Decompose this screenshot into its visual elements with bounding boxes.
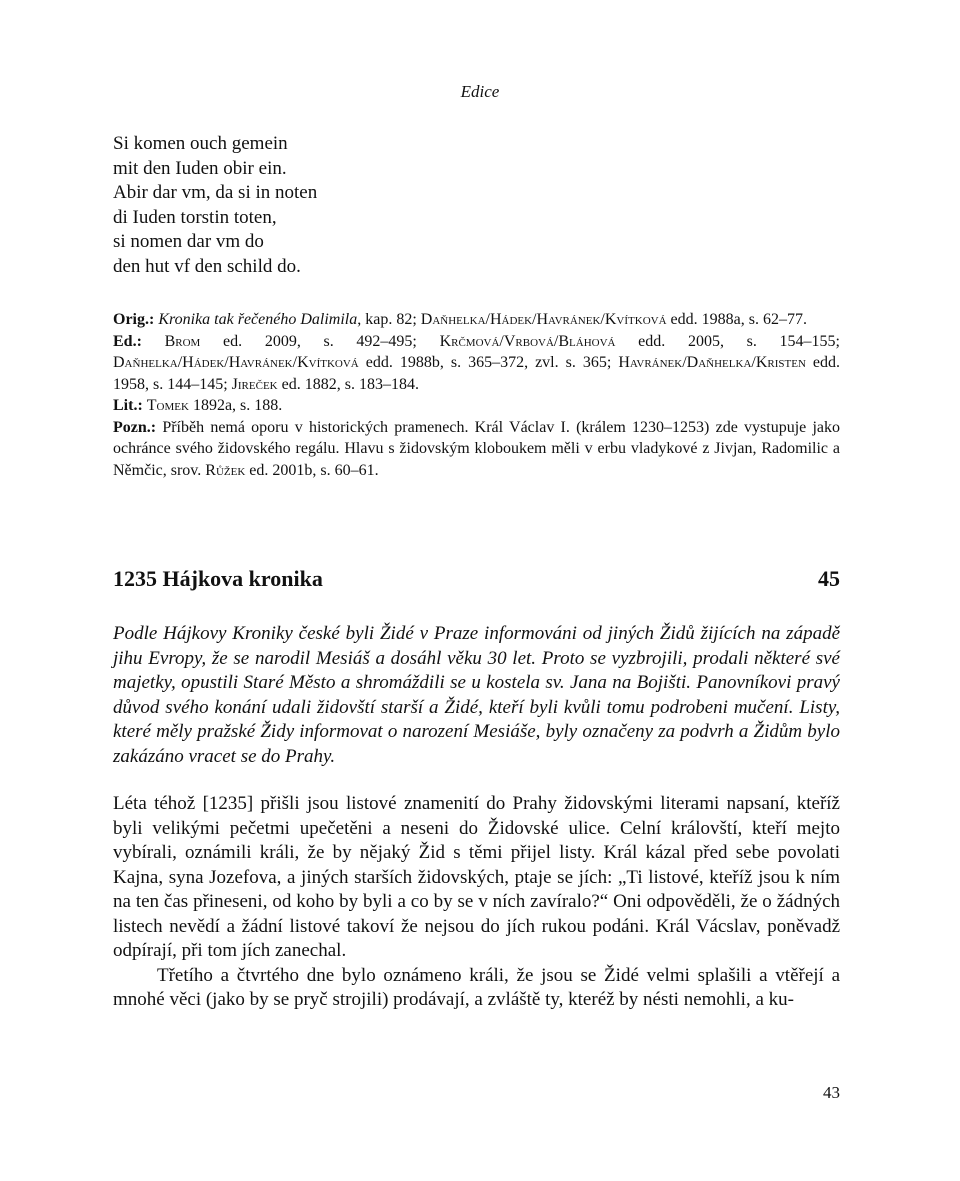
apparatus-pozn: Pozn.: Příběh nemá oporu v historických pramenech. Král Václav I. (králem 1230–1253) zde vystupuje jako ochránce svého židovského regálu. Hlavu s židovským kloboukem měli v erbu vladykové z Jivjan, Radomilic a Němčic, srov. Růžek ed. 2001b, s. 60–61. <box>113 418 840 479</box>
apparatus-lit: Lit.: Tomek 1892a, s. 188. <box>113 397 283 414</box>
section-summary <box>113 622 840 769</box>
poem-line: Si komen ouch gemein <box>113 133 288 154</box>
poem-block <box>113 132 713 280</box>
running-head: Edice <box>460 82 500 101</box>
apparatus-label: Ed.: <box>113 332 142 350</box>
poem-line: si nomen dar vm do <box>113 231 264 253</box>
section-number: 45 <box>818 566 840 591</box>
main-text <box>113 792 840 1013</box>
apparatus-label: Orig.: <box>113 311 155 328</box>
page-number: 43 <box>823 1083 840 1102</box>
section-title: 1235 Hájkova kronika <box>113 566 323 591</box>
apparatus-label: Pozn.: <box>113 418 157 436</box>
summary-paragraph: Podle Hájkovy Kroniky české byli Židé v Praze informováni od jiných Židů žijících na západě jihu Evropy, že se narodil Mesiáš a dosáhl věku 30 let. Proto se vyzbrojili, prodali některé své majetky, opustili Staré Město a shromáždili se u kostela sv. Jana na Bojišti. Panovníkovi pravý důvod svého konání udali židovští starší a Židé, kteří byli kvůli tomu podrobeni mučení. Listy, které měly pražské Židy informovat o narození Mesiáše, byly označeny za podvrh a Židům bylo zakázáno vracet se do Prahy. <box>113 623 840 767</box>
poem-line: mit den Iuden obir ein. <box>113 157 287 179</box>
source-title: Kronika tak řečeného Dalimila <box>158 311 358 328</box>
poem-line: Abir dar vm, da si in noten <box>113 182 318 204</box>
section-heading <box>113 566 840 592</box>
apparatus-orig: Orig.: Kronika tak řečeného Dalimila, kap. 82; Daňhelka/Hádek/Havránek/Kvítková edd. 1988a, s. 62–77. <box>113 311 807 328</box>
body-paragraph: Léta téhož [1235] přišli jsou listové znamenití do Prahy židovskými literami napsaní, kteříž byli velikými pečetmi upečetěni a neseni do Židovské ulice. Celní královští, kteří mejto vybírali, oznámili králi, že by nějaký Žid s těmi přijel listy. Král kázal před sebe povolati Kajna, syna Jozefova, a jiných starších židovských, ptaje se jích: „Ti listové, kteříž jsou k ním na ten čas přineseni, od koho by byli a co by se v ních zavíralo?“ Oni odpověděli, že o žádných listech nevědí a žádní listové takoví že nejsou do jích rukou podáni. Král Vácslav, poněvadž odpírají, při tom jích zanechal. <box>113 793 840 961</box>
poem-line: di Iuden torstin toten, <box>113 206 277 228</box>
author-names: Daňhelka/Hádek/Havránek/Kvítková <box>420 311 667 328</box>
poem-line: den hut vf den schild do. <box>113 255 301 277</box>
apparatus-label: Lit.: <box>113 397 143 414</box>
apparatus-ed: Ed.: Brom ed. 2009, s. 492–495; Krčmová/Vrbová/Bláhová edd. 2005, s. 154–155; Daňhelka/Hádek/Havránek/Kvítková edd. 1988b, s. 365–372, zvl. s. 365; Havránek/Daňhelka/Kristen edd. 1958, s. 144–145; Jireček ed. 1882, s. 183–184. <box>113 332 840 393</box>
body-paragraph: Třetího a čtvrtého dne bylo oznámeno králi, že jsou se Židé velmi splašili a vtěřejí a mnohé věci (jako by se pryč strojili) prodávají, a zvláště ty, kteréž by nésti nemohli, a ku- <box>113 964 840 1010</box>
critical-apparatus <box>113 309 840 481</box>
